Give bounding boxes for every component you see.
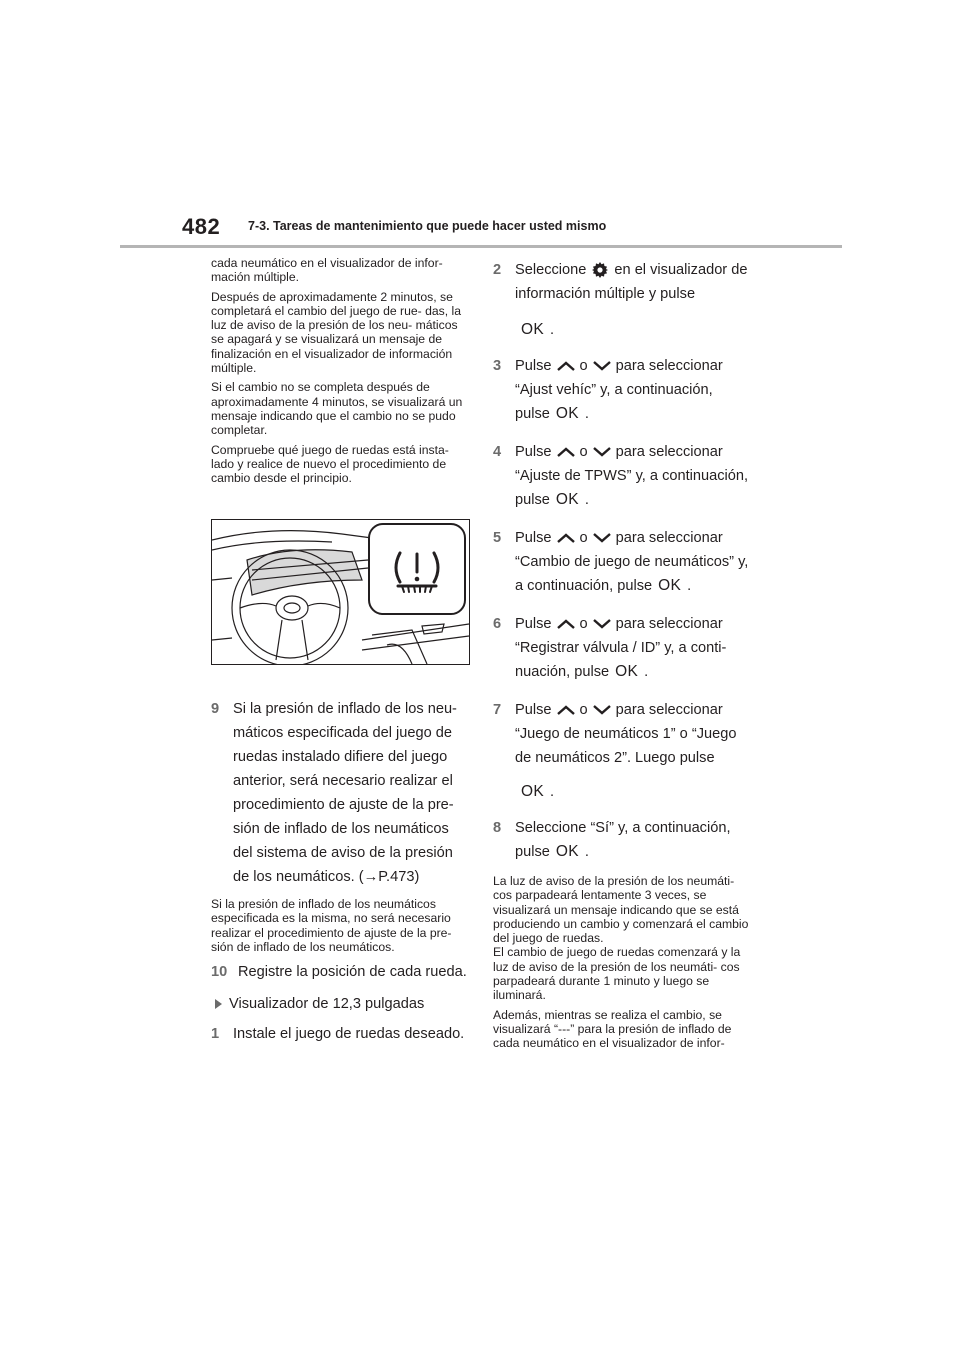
chevron-up-icon [556,532,576,544]
note: Si la presión de inflado de los neumáticos especificada es la misma, no será necesario realizar el procedimiento de ajuste de la pre- sión de inflado de los neumáticos. [211,897,452,954]
step-3 [493,354,751,426]
chevron-up-icon [556,618,576,630]
paragraph: El cambio de juego de ruedas comenzará y la luz de aviso de la presión de los neumáti- cos parpadeará durante 1 minuto y luego se iluminará. [493,945,741,1003]
chevron-up-icon [556,446,576,458]
or-word: o [579,358,588,374]
step-10 [211,960,469,984]
step-number: 2 [493,262,502,278]
period: . [644,664,649,680]
period: . [550,322,555,338]
step-text: Seleccione “Sí” y, a continuación, pulse [515,820,731,860]
step-2 [493,258,751,342]
or-word: o [579,702,588,718]
step-number: 4 [493,444,502,460]
left-column [211,256,469,490]
pulse-word: Pulse [515,530,552,546]
period: . [687,578,692,594]
chevron-up-icon [556,704,576,716]
steering-wheel-tpms-warning-illustration [212,520,469,664]
or-word: o [579,616,588,632]
header-rule [120,245,842,248]
step-5 [493,526,751,598]
ok-line [515,318,751,342]
step-8 [493,816,751,864]
step-9 [211,697,469,889]
ok-button-icon: OK [658,577,682,594]
section-title: 7-3. Tareas de mantenimiento que puede hacer usted mismo [248,219,607,233]
paragraph: Además, mientras se realiza el cambio, se visualizará “---” para la presión de inflado de cada neumático en el visualizador de infor- [493,1007,732,1051]
period: . [584,492,589,508]
paragraph: La luz de aviso de la presión de los neumáti- cos parpadeará lentamente 3 veces, se visualizará un mensaje indicando que se está produciendo un cambio y comenzará el cambio del juego de ruedas. [493,874,749,946]
ok-button-icon: OK [521,783,544,800]
notes [493,874,751,1051]
period: . [584,406,589,422]
step-text: Si la presión de inflado de los neu- máticos especificada del juego de ruedas instalado difiere del juego anterior, será necesario realizar el procedimiento de ajuste de la pre- sión de inflado de los neumáticos del sistema de aviso de la presión de los neumáticos. (→P.473) [233,701,457,885]
pulse-word: Pulse [515,358,552,374]
step-number: 6 [493,616,502,632]
ok-button-icon: OK [555,405,579,422]
step-number: 7 [493,702,502,718]
ok-button-icon: OK [521,321,544,338]
gear-icon [591,261,609,279]
dashboard-illustration [211,519,470,665]
period: . [584,844,589,860]
step-1 [211,1022,469,1046]
paragraph: Si el cambio no se completa después de aproximadamente 4 minutos, se visualizará un mensaje indicando que el cambio no se pudo completar. [211,380,463,438]
step-text: para seleccionar “Registrar válvula / ID” y, a conti- nuación, pulse [515,616,727,680]
ok-button-icon: OK [555,843,579,860]
or-word: o [579,444,588,460]
step-number: 10 [211,964,228,981]
left-steps [211,697,469,1046]
sub-heading [211,992,469,1016]
step-number: 8 [493,820,502,836]
step-text: para seleccionar “Ajust vehíc” y, a continuación, pulse [515,358,723,422]
step-number: 5 [493,530,502,546]
ok-button-icon: OK [615,663,639,680]
step-number: 9 [211,701,220,717]
triangle-bullet-icon [215,999,222,1009]
chevron-down-icon [592,360,612,372]
step-text-cont: en el visualizador de información múltiple y pulse [515,262,748,302]
chevron-down-icon [592,446,612,458]
page-number: 482 [182,214,221,239]
step-text: para seleccionar “Ajuste de TPWS” y, a continuación, pulse [515,444,749,508]
step-number: 1 [211,1026,220,1043]
paragraph: Compruebe qué juego de ruedas está insta- lado y realice de nuevo el procedimiento de cambio desde el principio. [211,442,449,486]
right-steps [493,258,751,1056]
chevron-down-icon [592,532,612,544]
step-4 [493,440,751,512]
step-text: para seleccionar “Juego de neumáticos 1” o “Juego de neumáticos 2”. Luego pulse [515,702,737,766]
step-number: 3 [493,358,502,374]
pulse-word: Pulse [515,702,552,718]
ok-line [515,780,751,804]
step-6 [493,612,751,684]
pulse-word: Pulse [515,444,552,460]
chevron-up-icon [556,360,576,372]
step-text: Seleccione [515,262,587,278]
paragraph: Después de aproximadamente 2 minutos, se completará el cambio del juego de rue- das, la luz de aviso de la presión de los neu- máticos se apagará y se visualizará un mensaje de finalización en el visualizador de información múltiple. [211,289,461,376]
period: . [550,784,555,800]
step-text: Instale el juego de ruedas deseado. [233,1026,465,1043]
chevron-down-icon [592,618,612,630]
chevron-down-icon [592,704,612,716]
step-7 [493,698,751,804]
paragraph: cada neumático en el visualizador de infor- mación múltiple. [211,256,443,285]
step-text: para seleccionar “Cambio de juego de neumáticos” y, a continuación, pulse [515,530,749,594]
sub-heading-text: Visualizador de 12,3 pulgadas [229,996,425,1013]
pulse-word: Pulse [515,616,552,632]
or-word: o [579,530,588,546]
ok-button-icon: OK [555,491,579,508]
step-text: Registre la posición de cada rueda. [238,964,467,981]
